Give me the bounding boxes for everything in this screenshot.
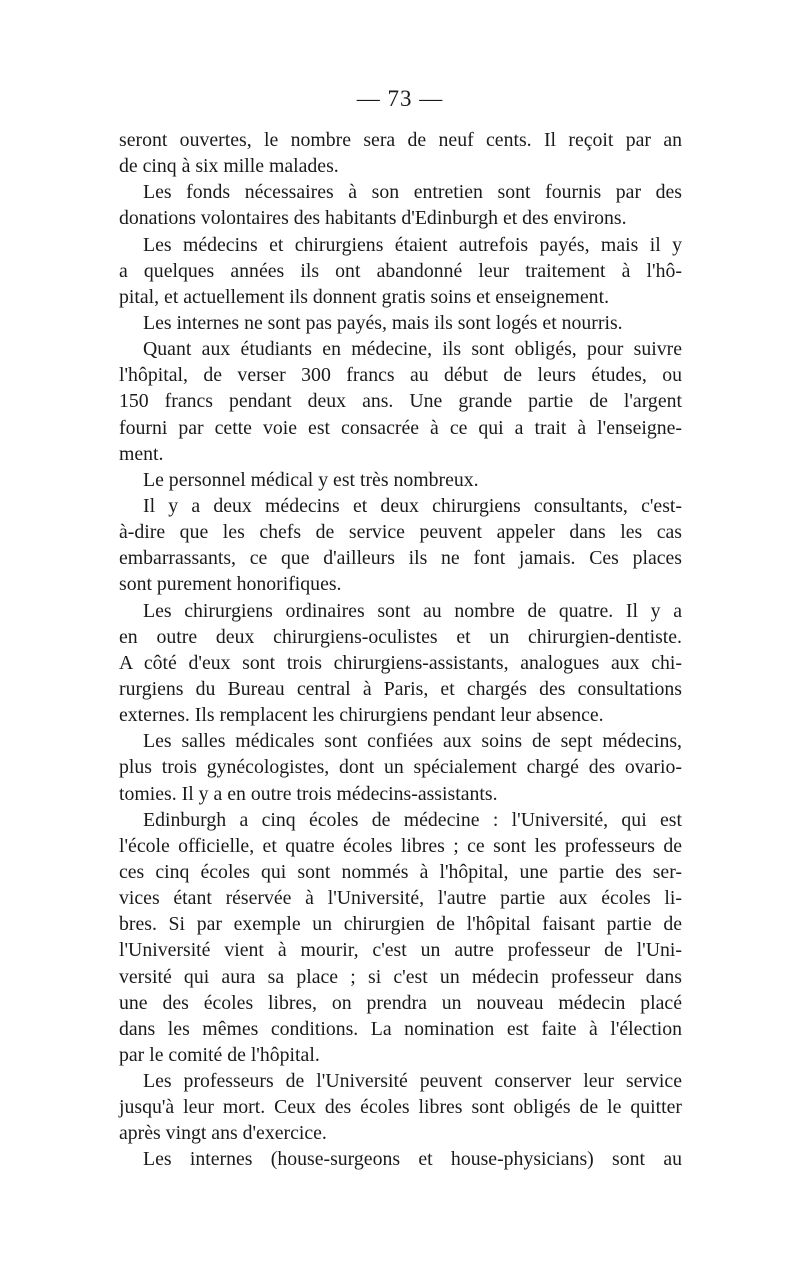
text-line: Quant aux étudiants en médecine, ils sont obligés, pour suivre — [143, 338, 682, 361]
text-line: Les médecins et chirurgiens étaient autrefois payés, mais il y — [143, 233, 682, 256]
text-line: l'Université vient à mourir, c'est un autre professeur de l'Uni- — [119, 939, 682, 962]
text-line: ment. — [119, 442, 164, 465]
text-line: Les salles médicales sont confiées aux soins de sept médecins, — [143, 730, 682, 753]
text-line: fourni par cette voie est consacrée à ce qui a trait à l'enseigne- — [119, 416, 682, 439]
text-line: en outre deux chirurgiens-oculistes et un chirurgien-dentiste. — [119, 625, 682, 648]
text-line: Edinburgh a cinq écoles de médecine : l'Université, qui est — [143, 808, 682, 831]
text-line: Le personnel médical y est très nombreux. — [143, 468, 479, 491]
text-line: 150 francs pendant deux ans. Une grande partie de l'argent — [119, 390, 682, 413]
text-line: sont purement honorifiques. — [119, 573, 342, 596]
text-line: externes. Ils remplacent les chirurgiens pendant leur absence. — [119, 704, 604, 727]
body-text — [119, 127, 682, 1173]
text-line: Les professeurs de l'Université peuvent conserver leur service — [143, 1070, 682, 1093]
text-line: jusqu'à leur mort. Ceux des écoles libres sont obligés de le quitter — [119, 1096, 682, 1119]
text-line: tomies. Il y a en outre trois médecins-assistants. — [119, 782, 498, 805]
text-line: Il y a deux médecins et deux chirurgiens consultants, c'est- — [143, 494, 682, 517]
text-line: vices étant réservée à l'Université, l'autre partie aux écoles li- — [119, 887, 682, 910]
text-line: A côté d'eux sont trois chirurgiens-assistants, analogues aux chi- — [119, 651, 682, 674]
text-line: de cinq à six mille malades. — [119, 155, 339, 178]
text-line: Les chirurgiens ordinaires sont au nombre de quatre. Il y a — [143, 599, 682, 622]
text-line: seront ouvertes, le nombre sera de neuf cents. Il reçoit par an — [119, 129, 682, 151]
text-line: versité qui aura sa place ; si c'est un médecin professeur dans — [119, 965, 682, 988]
page-number: — 73 — — [356, 86, 444, 111]
text-line: bres. Si par exemple un chirurgien de l'hôpital faisant partie de — [119, 913, 682, 936]
text-line: une des écoles libres, on prendra un nouveau médecin placé — [119, 991, 682, 1014]
text-line: Les fonds nécessaires à son entretien sont fournis par des — [143, 181, 682, 204]
text-line: après vingt ans d'exercice. — [119, 1122, 327, 1145]
text-line: Les internes ne sont pas payés, mais ils sont logés et nourris. — [143, 311, 623, 334]
text-line: plus trois gynécologistes, dont un spécialement chargé des ovario- — [119, 756, 682, 779]
text-line: donations volontaires des habitants d'Edinburgh et des environs. — [119, 207, 627, 230]
text-line: à-dire que les chefs de service peuvent appeler dans les cas — [119, 521, 682, 544]
text-line: rurgiens du Bureau central à Paris, et chargés des consultations — [119, 677, 682, 700]
text-line: embarrassants, ce que d'ailleurs ils ne font jamais. Ces places — [119, 547, 682, 570]
text-line: a quelques années ils ont abandonné leur traitement à l'hô- — [119, 259, 682, 282]
text-line: par le comité de l'hôpital. — [119, 1043, 320, 1066]
text-line: Les internes (house-surgeons et house-physicians) sont au — [143, 1148, 682, 1171]
text-line: ces cinq écoles qui sont nommés à l'hôpital, une partie des ser- — [119, 860, 682, 883]
text-line: pital, et actuellement ils donnent gratis soins et enseignement. — [119, 285, 610, 308]
text-line: l'école officielle, et quatre écoles libres ; ce sont les professeurs de — [119, 834, 682, 857]
text-line: l'hôpital, de verser 300 francs au début de leurs études, ou — [119, 364, 682, 387]
text-line: dans les mêmes conditions. La nomination est faite à l'élection — [119, 1017, 682, 1040]
